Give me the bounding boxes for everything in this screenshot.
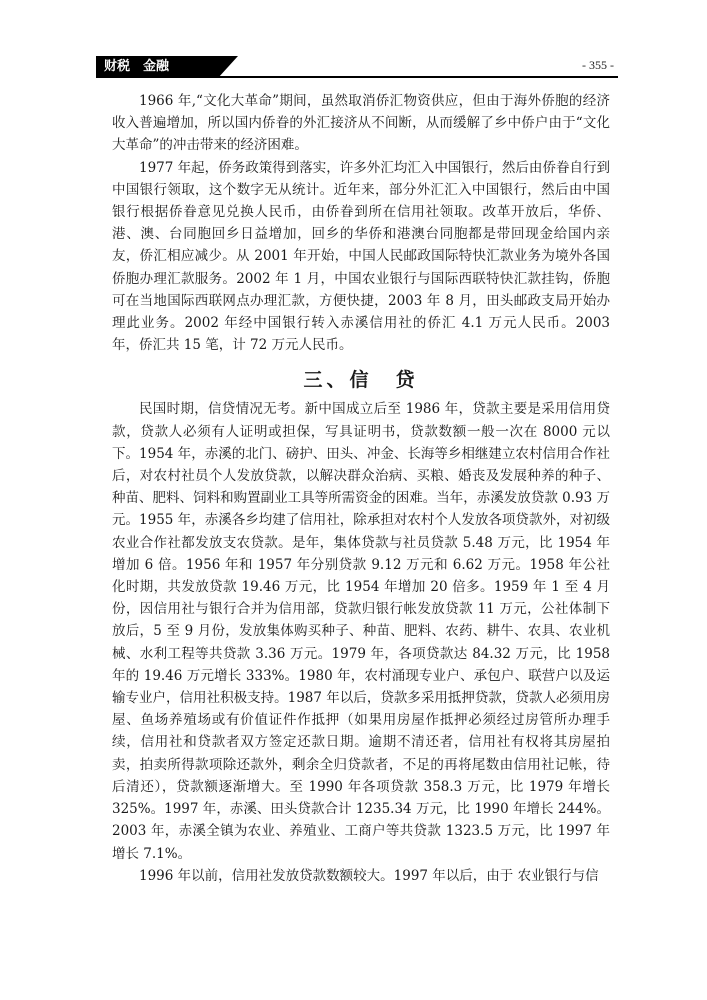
section-heading: 三、信 贷 — [303, 369, 419, 392]
page-body — [112, 90, 610, 887]
paragraph: 1996 年以前，信用社发放贷款数额较大。1997 年以后，由于 农业银行与信 — [139, 867, 599, 884]
paragraph: 1966 年,“文化大革命”期间，虽然取消侨汇物资供应，但由于海外侨胞的经济收入普遍增加，所以国内侨眷的外汇接济从不间断，从而缓解了乡中侨户由于“文化大革命”的冲击带来的经济困难。 — [112, 93, 610, 154]
header-rule — [96, 76, 618, 78]
running-header — [96, 56, 618, 78]
paragraph: 1977 年起，侨务政策得到落实，许多外汇均汇入中国银行，然后由侨眷自行到中国银行领取，这个数字无从统计。近年来，部分外汇汇入中国银行，然后由中国银行根据侨眷意见兑换人民币，由侨眷到所在信用社领取。改革开放后，华侨、港、澳、台同胞回乡日益增加，回乡的华侨和港澳台同胞都是带回现金给国内亲友，侨汇相应减少。从 2001 年开始，中国人民邮政国际特快汇款业务为境外各国侨胞办理汇款服务。2002 年 1 月，中国农业银行与国际西联特快汇款挂钩，侨胞可在当地国际西联网点办理汇款，方便快捷，2003 年 8 月，田头邮政支局开始办理此业务。2002 年经中国银行转入赤溪信用社的侨汇 4.1 万元人民币。2003 年，侨汇共 15 笔，计 72 万元人民币。 — [112, 159, 610, 354]
paragraph: 民国时期，信贷情况无考。新中国成立后至 1986 年，贷款主要是采用信用贷款，贷款人必须有人证明或担保，写具证明书，贷款数额一般一次在 8000 元以下。1954 年，赤溪的北门、磅护、田头、冲金、长海等乡相继建立农村信用合作社后，对农村社员个人发放贷款，以解决群众治病、买粮、婚丧及发展种养的种子、种苗、肥料、饲料和购置副业工具等所需资金的困难。当年，赤溪发放贷款 0.93 万元。1955 年，赤溪各乡均建了信用社，除承担对农村个人发放各项贷款外，对初级农业合作社都发放支农贷款。是年，集体贷款与社员贷款 5.48 万元，比 1954 年增加 6 倍。1956 年和 1957 年分别贷款 9.12 万元和 6.62 万元。1958 年公社化时期，共发放贷款 19.46 万元，比 1954 年增加 20 倍多。1959 年 1 至 4 月份，因信用社与银行合并为信用部，贷款归银行帐发放贷款 11 万元，公社体制下放后，5 至 9 月份，发放集体购买种子、种苗、肥料、农药、耕牛、农具、农业机械、水利工程等共贷款 3.36 万元。1979 年，各项贷款达 84.32 万元，比 1958 年的 19.46 万元增长 333%。1980 年，农村涌现专业户、承包户、联营户以及运输专业户，信用社积极支持。1987 年以后，贷款多采用抵押贷款，贷款人必须用房屋、鱼场养殖场或有价值证件作抵押（如果用房屋作抵押必须经过房管所办理手续，信用社和贷款者双方签定还款日期。逾期不清还者，信用社有权将其房屋拍卖，拍卖所得款项除还款外，剩余全归贷款者，不足的再将尾数由信用社记帐，待后清还），贷款额逐渐增大。至 1990 年各项贷款 358.3 万元，比 1979 年增长 325%。1997 年，赤溪、田头贷款合计 1235.34 万元，比 1990 年增长 244%。2003 年，赤溪全镇为农业、养殖业、工商户等共贷款 1323.5 万元，比 1997 年增长 7.1%。 — [112, 401, 610, 862]
page-number: - 355 - — [582, 58, 614, 72]
chapter-tab: 财税 金融 — [96, 56, 218, 78]
